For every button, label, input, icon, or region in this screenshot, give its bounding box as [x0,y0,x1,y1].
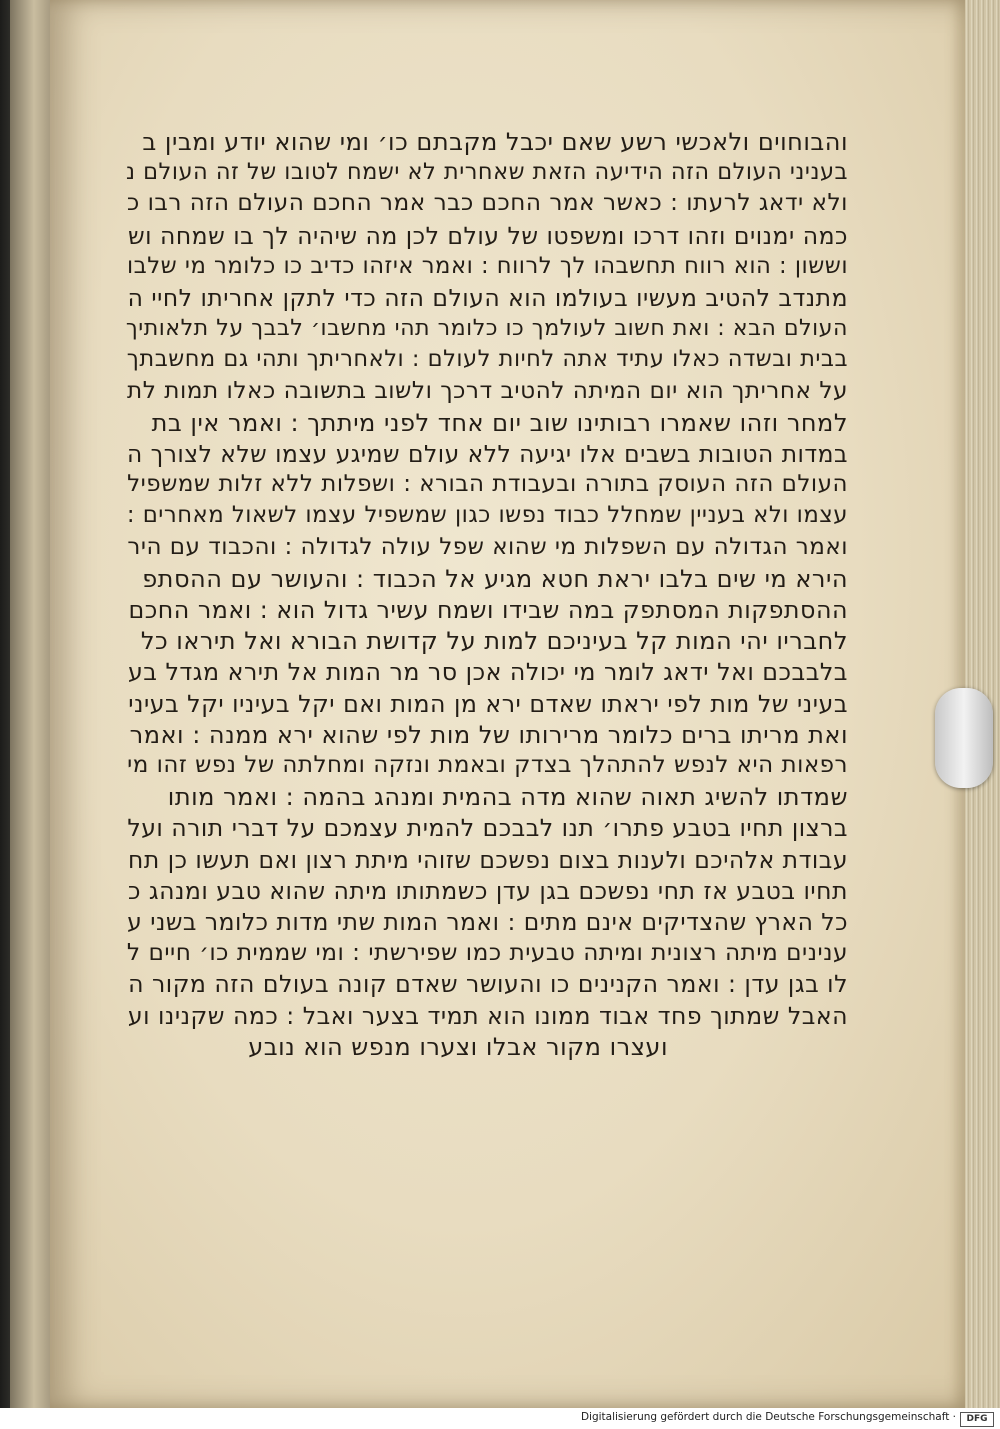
text-line: ועצרו מקור אבלו וצערו מנפש הוא נובע [248,1032,668,1061]
text-line: עצמו ולא בעניין שמחלל כבוד נפשו כגון שמשפיל עצמו לשאול מאחרים : [126,502,848,529]
digitization-footer [0,1408,1000,1429]
text-line: בלבבכם ואל ידאג לומר מי יכולה אכן סר מר המות אל תירא מגדל בע [127,658,848,687]
text-line: העולם הזה העוסק בתורה ובעבודת הבורא : ושפלות ללא זלות שמשפיל [127,471,848,498]
text-line: וששון : הוא רווח תחשבהו לך לרווח : ואמר איזהו כדיב כו כלומר מי שלבו [127,252,848,279]
text-line: כמה ימנוים וזהו דרכו ומשפטו של עולם לכן מה שיהיה לך בו שמחה וש [127,221,848,250]
text-line: הירא מי שים בלבו יראת חטא מגיע אל הכבוד : והעושר עם ההסתפ [142,564,848,593]
text-line: שמדתו להשיג תאוה שהוא מדה בהמית ומנהג בהמה : ואמר מותו [167,783,848,812]
text-line: בבית ובשדה כאלו עתיד אתה לחיות לעולם : ולאחריתך ותהי גם מחשבתך [126,346,848,373]
text-line: רפאות היא לנפש להתהלך בצדק ובאמת ונזקה ומחלתה של נפש זהו מי [127,752,848,778]
funding-notice: Digitalisierung gefördert durch die Deutsche Forschungsgemeinschaft · [580,1411,956,1423]
text-line: מתנדב להטיב מעשיו בעולמו הוא העולם הזה כדי לתקן אחריתו לחיי ה [127,284,848,312]
text-line: ואת מריתו ברים כלומר מרירותו של מות לפי שהוא ירא ממנה : ואמר [129,720,848,749]
text-line: למחר וזהו שאמרו רבותינו שוב יום אחד לפני מיתתך : ואמר אין בת [151,408,848,437]
previous-page-edge [10,0,50,1408]
text-line: ואמר הגדולה עם השפלות מי שהוא שפל עולה לגדולה : והכבוד עם היר [127,533,848,560]
text-line: תחיו בטבע אז תחי נפשכם בגן עדן כשמתותו מיתה שהוא טבע ומנהג כ [127,876,848,905]
text-line: בעיני של מות לפי יראתו שאדם ירא מן המות ואם יקל בעיניו יקל בעיני [128,689,848,718]
text-line: כל הארץ שהצדיקים אינם מתים : ואמר המות שתי מדות כלומר בשני ע [127,908,848,936]
dfg-logo-icon: DFG [960,1412,994,1427]
text-line: בעניני העולם הזה הידיעה הזאת שאחרית לא ישמח לטובו של זה העולם נ [126,159,848,186]
text-line: לחבריו יהי המות קל בעיניכם למות על קדושת הבורא ואל תיראו כל [140,627,848,656]
text-line: במדות הטובות בשבים אלו יגיעה ללא עולם שמיגע עצמו שלא לצורך ה [126,440,848,468]
page-clip [935,688,993,788]
text-line: האבל שמתוך פחד אבוד ממונו הוא תמיד בצער ואבל : כמה שקנינו וע [127,1001,848,1030]
text-line: והבוחוים ולאכשי רשע שאם יכבל מקבתם כו׳ ומי שהוא יודע ומבין ב [142,128,848,156]
text-line: ההסתפקות המסתפק במה שבידו ושמח עשיר גדול הוא : ואמר החכם [128,596,848,624]
text-line: על אחריתך הוא יום המיתה להטיב דרכך ולשוב בתשובה כאלו תמות לת [126,377,848,404]
text-line: לו בגן עדן : ואמר הקנינים כו והעושר שאדם קונה בעולם הזה מקור ה [128,970,848,999]
text-line: העולם הבא : ואת חשוב לעולמך כו כלומר תהי מחשבו׳ לבבך על תלאותיך [125,315,848,342]
text-line: ברצון תחיו בטבע פתרו׳ תנו לבבכם להמית עצמכם על דברי תורה ועל [127,814,848,843]
text-line: ולא ידאג לרעתו : כאשר אמר החכם כבר אמר החכם העולם הזה רבו כ [127,190,848,217]
text-line: ענינים מיתה רצונית ומיתה טבעית כמו שפירשתי : ומי שממית כו׳ חיים ל [126,939,848,967]
text-line: עבודת אלהיכם ולענות בצום נפשכם שזוהי מיתת רצון ואם תעשו כן תח [128,845,848,874]
